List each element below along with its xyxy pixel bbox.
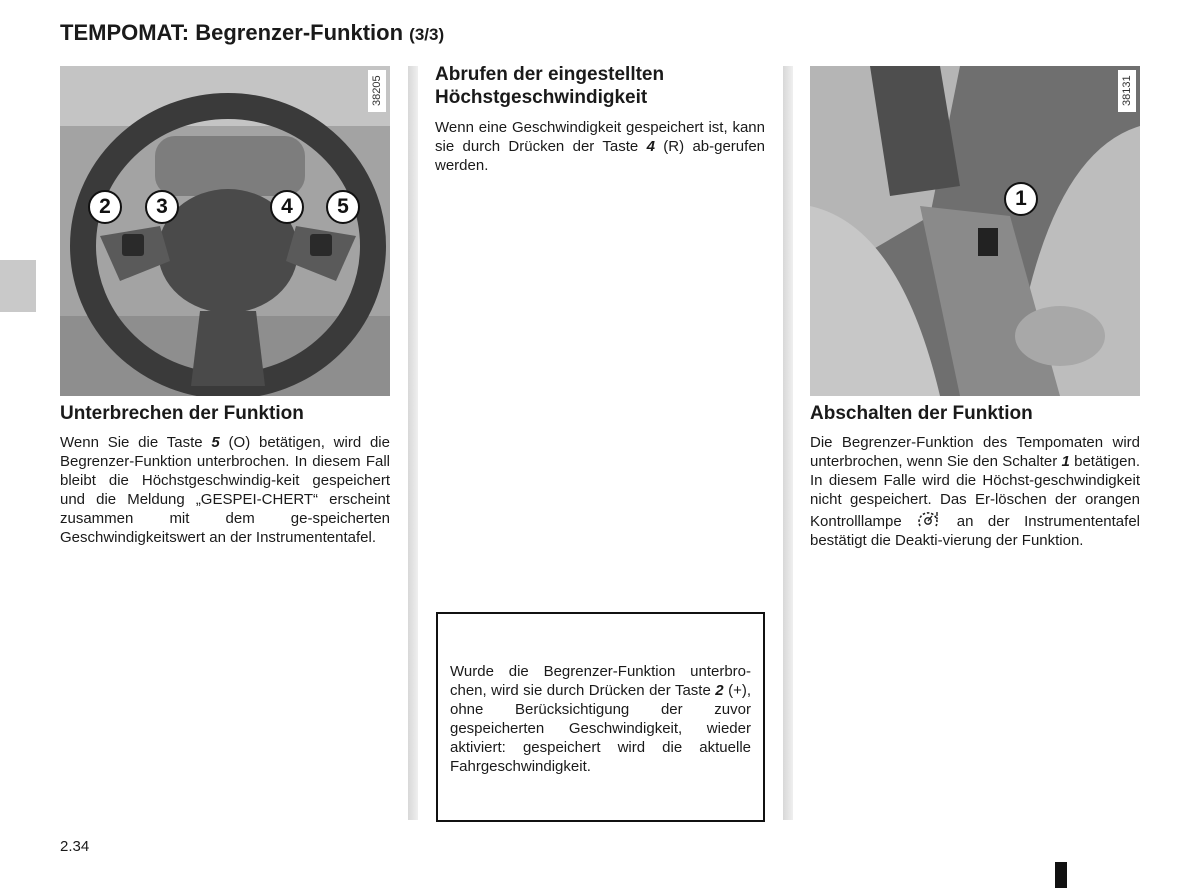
speed-limiter-warning-icon: [916, 509, 942, 531]
text-segment: (R) ab-gerufen werden.: [435, 138, 765, 174]
recall-heading: [435, 63, 765, 109]
key-reference: 1: [1061, 453, 1070, 470]
deactivate-paragraph: [810, 433, 1140, 550]
title-main: TEMPOMAT: Begrenzer-Funktion: [60, 20, 404, 45]
steering-wheel-illustration: [60, 66, 390, 396]
text-segment: an der Instrumententafel bestätigt die Deakti-vierung der Funktion.: [810, 513, 1140, 549]
text-segment: Wenn Sie die Taste: [60, 434, 212, 451]
note-paragraph: [450, 662, 751, 776]
text-segment: (O) betätigen, wird die Begrenzer-Funktion unterbrochen. In diesem Fall bleibt die Höchstgeschwindig-keit gespeichert und die Meldung „GESPEI-CHERT“ erscheint zusammen mit dem ge-speicherten Geschwindigkeitswert an der Instrumententafel.: [60, 434, 390, 546]
deactivate-heading: Abschalten der Funktion: [810, 403, 1033, 424]
key-reference: 2: [715, 682, 724, 699]
page-edge-marker: [1055, 862, 1067, 888]
figure-number: 38131: [1118, 70, 1136, 112]
column-divider-left: [408, 66, 418, 820]
console-illustration: [810, 66, 1140, 396]
interrupt-paragraph: [60, 433, 390, 547]
callout-2: 2: [88, 190, 122, 224]
chapter-tab: [0, 260, 36, 312]
text-segment: Wurde die Begrenzer-Funktion unterbro-chen, wird sie durch Drücken der Taste: [450, 663, 751, 699]
interrupt-heading: Unterbrechen der Funktion: [60, 403, 304, 424]
text-segment: (+), ohne Berücksichtigung der zuvor gespeicherten Geschwindigkeit, wieder aktiviert: gespeichert wird die aktuelle Fahrgeschwindigkeit.: [450, 682, 751, 775]
text-segment: Wenn eine Geschwindigkeit gespeichert ist, kann sie durch Drücken der Taste: [435, 119, 765, 155]
column-divider-right: [783, 66, 793, 820]
steering-wheel-figure: [60, 66, 390, 396]
page-title: [60, 20, 444, 46]
text-segment: Die Begrenzer-Funktion des Tempomaten wird unterbrochen, wenn Sie den Schalter: [810, 434, 1140, 470]
text-segment: betätigen. In diesem Falle wird die Höchst-geschwindigkeit nicht gespeichert. Das Er-löschen der orangen Kontrolllampe: [810, 453, 1140, 530]
figure-number: 38205: [368, 70, 386, 112]
console-switch-figure: [810, 66, 1140, 396]
callout-4: 4: [270, 190, 304, 224]
callout-3: 3: [145, 190, 179, 224]
callout-5: 5: [326, 190, 360, 224]
page-number: 2.34: [60, 838, 90, 855]
recall-paragraph: [435, 118, 765, 175]
heading-line: Höchstgeschwindigkeit: [435, 87, 648, 108]
title-page-indicator: (3/3): [409, 25, 445, 44]
key-reference: 5: [211, 434, 220, 451]
callout-1: 1: [1004, 182, 1038, 216]
heading-line: Abrufen der eingestellten: [435, 64, 665, 85]
key-reference: 4: [646, 138, 655, 155]
note-box: [436, 612, 765, 822]
